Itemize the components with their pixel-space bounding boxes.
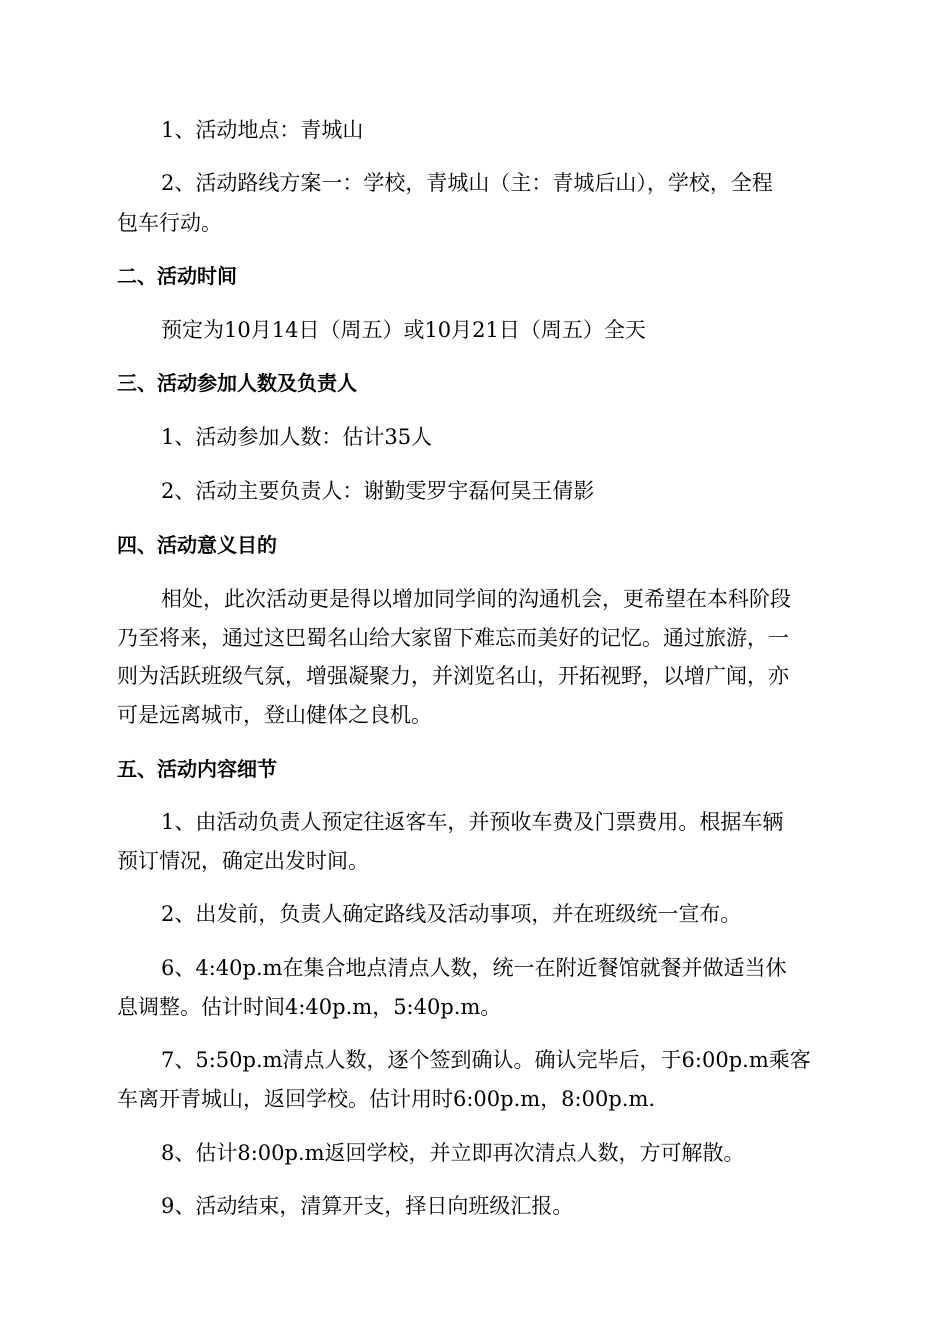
detail-item: 8、估计8:00p.m返回学校，并立即再次清点人数，方可解散。 [161, 1141, 745, 1165]
location-item: 1、活动地点：青城山 [161, 118, 364, 142]
route-item: 2、活动路线方案一：学校，青城山（主：青城后山），学校，全程 [161, 171, 773, 195]
detail-item: 6、4:40p.m在集合地点清点人数，统一在附近餐馆就餐并做适当休 [161, 956, 787, 980]
detail-item: 2、出发前，负责人确定路线及活动事项，并在班级统一宣布。 [161, 902, 742, 926]
section-heading-time: 二、活动时间 [117, 264, 237, 288]
section-heading-details: 五、活动内容细节 [117, 757, 277, 781]
detail-item: 9、活动结束，清算开支，择日向班级汇报。 [161, 1194, 574, 1218]
detail-item-continued: 息调整。估计时间4:40p.m，5:40p.m。 [117, 995, 502, 1019]
time-paragraph: 预定为10月14日（周五）或10月21日（周五）全天 [161, 318, 646, 342]
organizers-item: 2、活动主要负责人：谢勤雯罗宇磊何昊王倩影 [161, 479, 595, 503]
purpose-paragraph-line: 则为活跃班级气氛，增强凝聚力，并浏览名山，开拓视野，以增广闻，亦 [117, 664, 789, 688]
detail-item-continued: 车离开青城山，返回学校。估计用时6:00p.m，8:00p.m. [117, 1087, 656, 1111]
detail-item: 7、5:50p.m清点人数，逐个签到确认。确认完毕后，于6:00p.m乘客 [161, 1048, 811, 1072]
purpose-paragraph-line: 乃至将来，通过这巴蜀名山给大家留下难忘而美好的记忆。通过旅游，一 [117, 626, 789, 650]
participants-count-item: 1、活动参加人数：估计35人 [161, 425, 433, 449]
section-heading-purpose: 四、活动意义目的 [117, 533, 277, 557]
detail-item-continued: 预订情况，确定出发时间。 [117, 849, 369, 873]
purpose-paragraph-line: 可是远离城市，登山健体之良机。 [117, 703, 432, 727]
purpose-paragraph-line: 相处，此次活动更是得以增加同学间的沟通机会，更希望在本科阶段 [161, 587, 791, 611]
section-heading-participants: 三、活动参加人数及负责人 [117, 371, 357, 395]
detail-item: 1、由活动负责人预定往返客车，并预收车费及门票费用。根据车辆 [161, 810, 784, 834]
route-item-continued: 包车行动。 [117, 211, 222, 235]
